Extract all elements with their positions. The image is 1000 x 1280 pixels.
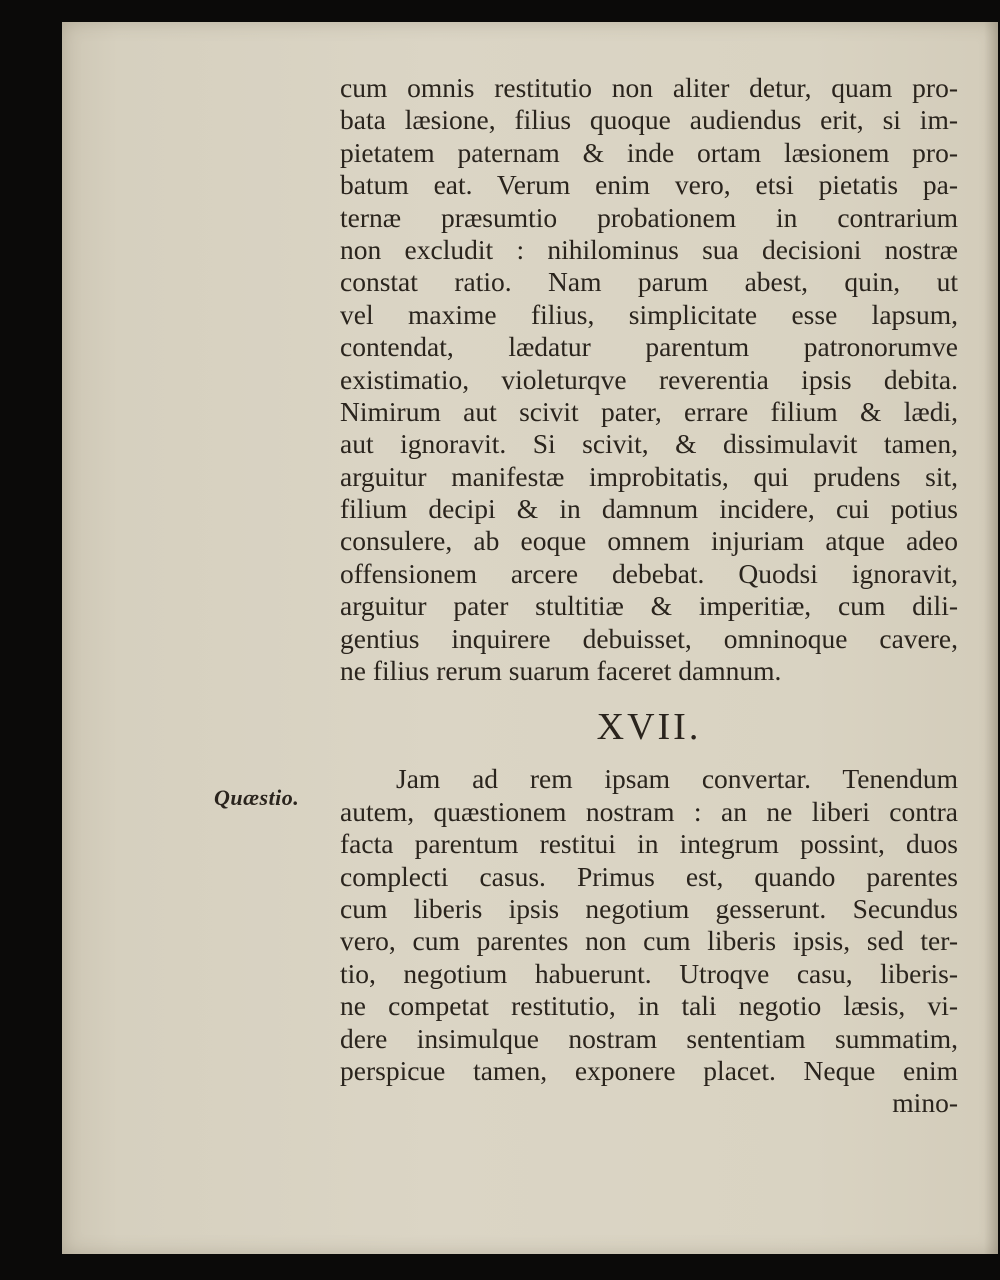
text-line: arguitur pater stultitiæ & imperitiæ, cum dili-: [340, 590, 958, 622]
text-line: non excludit : nihilominus sua decisioni nostræ: [340, 233, 958, 265]
text-line: consulere, ab eoque omnem injuriam atque adeo: [340, 525, 958, 557]
text-line: autem, quæstionem nostram : an ne liberi contra: [340, 795, 958, 827]
book-page: [62, 22, 998, 1254]
text-line: dere insimulque nostram sententiam summatim,: [340, 1022, 958, 1054]
text-line: ternæ præsumtio probationem in contrarium: [340, 201, 958, 233]
text-line: vel maxime filius, simplicitate esse lapsum,: [340, 298, 958, 330]
text-line: aut ignoravit. Si scivit, & dissimulavit tamen,: [340, 428, 958, 460]
text-line: gentius inquirere debuisset, omninoque cavere,: [340, 622, 958, 654]
text-line: batum eat. Verum enim vero, etsi pietatis pa-: [340, 169, 958, 201]
text-line: tio, negotium habuerunt. Utroqve casu, liberis-: [340, 957, 958, 989]
text-line: complecti casus. Primus est, quando parentes: [340, 860, 958, 892]
text-line: Nimirum aut scivit pater, errare filium & lædi,: [340, 395, 958, 427]
marginal-note: Quæstio.: [214, 785, 300, 810]
text-line: bata læsione, filius quoque audiendus erit, si im-: [340, 104, 958, 136]
text-line: ne competat restitutio, in tali negotio læsis, vi-: [340, 990, 958, 1022]
text-line: vero, cum parentes non cum liberis ipsis, sed ter-: [340, 925, 958, 957]
text-line: contendat, lædatur parentum patronorumve: [340, 331, 958, 363]
text-line: Jam ad rem ipsam convertar. Tenendum: [396, 763, 958, 795]
text-line: filium decipi & in damnum incidere, cui potius: [340, 493, 958, 525]
catchword: mino-: [892, 1087, 958, 1119]
paragraph-1: [340, 72, 958, 687]
text-block: [340, 72, 958, 1120]
section-heading: XVII.: [596, 706, 702, 749]
text-line: existimatio, violeturqve reverentia ipsis debita.: [340, 363, 958, 395]
text-line: arguitur manifestæ improbitatis, qui prudens sit,: [340, 460, 958, 492]
text-line: cum liberis ipsis negotium gesserunt. Secundus: [340, 892, 958, 924]
paragraph-2: [340, 763, 958, 1087]
text-line: cum omnis restitutio non aliter detur, quam pro-: [340, 72, 958, 103]
text-line: facta parentum restitui in integrum possint, duos: [340, 828, 958, 860]
text-line: perspicue tamen, exponere placet. Neque enim: [340, 1054, 958, 1086]
text-line: constat ratio. Nam parum abest, quin, ut: [340, 266, 958, 298]
text-line: pietatem paternam & inde ortam læsionem pro-: [340, 136, 958, 168]
text-line: ne filius rerum suarum faceret damnum.: [340, 655, 782, 687]
text-line: offensionem arcere debebat. Quodsi ignoravit,: [340, 557, 958, 589]
